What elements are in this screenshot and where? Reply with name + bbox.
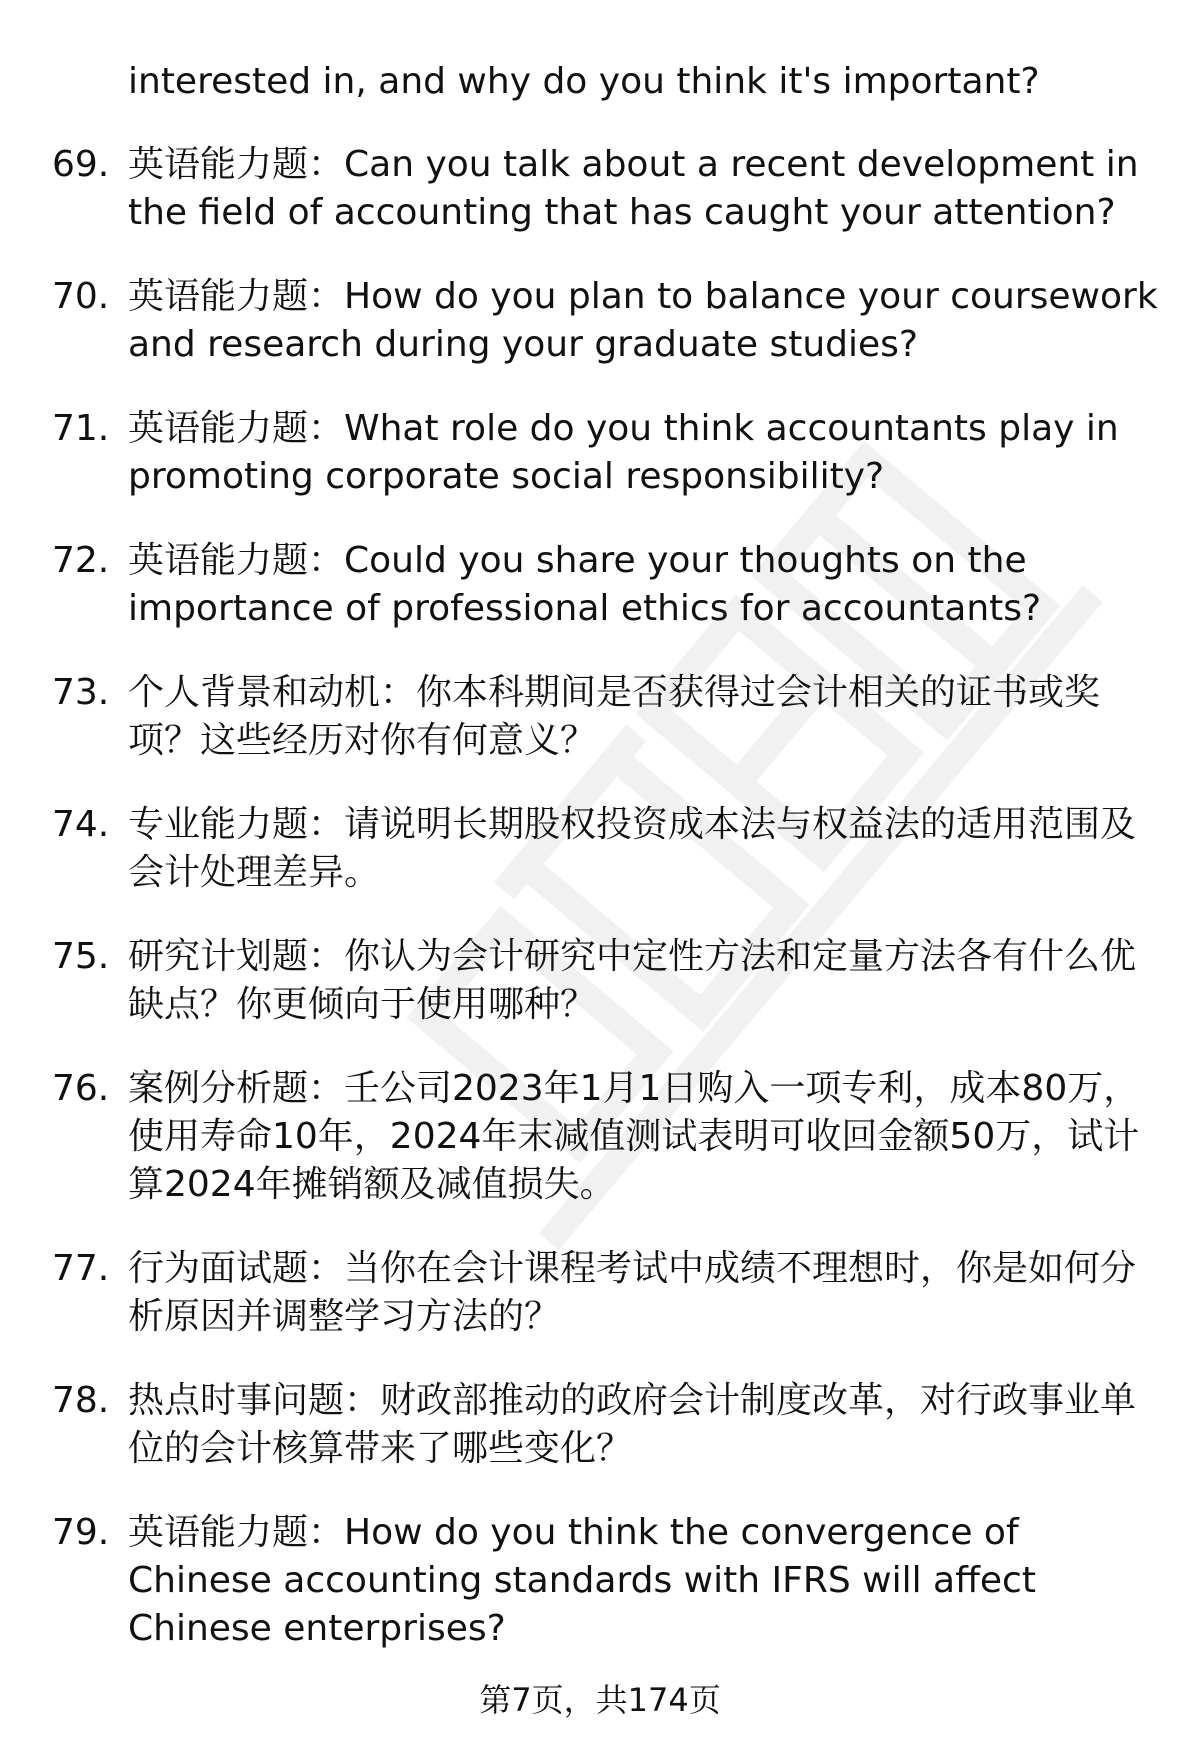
question-text: 研究计划题：你认为会计研究中定性方法和定量方法各有什么优缺点？你更倾向于使用哪种？ <box>128 936 1137 1025</box>
question-item <box>0 141 1200 237</box>
question-text: 英语能力题：Could you share your thoughts on the importance of professional ethics for accountants? <box>128 540 1042 629</box>
question-number: 69. <box>52 144 110 185</box>
question-item <box>0 933 1200 1029</box>
question-text: 行为面试题：当你在会计课程考试中成绩不理想时，你是如何分析原因并调整学习方法的？ <box>128 1248 1137 1337</box>
question-number: 72. <box>52 540 110 581</box>
question-number: 75. <box>52 936 110 977</box>
question-item <box>0 405 1200 501</box>
question-text: 英语能力题：How do you think the convergence of Chinese accounting standards with IFRS will affect Chinese enterprises? <box>128 1512 1036 1649</box>
question-number: 77. <box>52 1248 110 1289</box>
question-item <box>0 1509 1200 1653</box>
question-item <box>0 669 1200 765</box>
question-text: 英语能力题：How do you plan to balance your coursework and research during your graduate studies? <box>128 276 1158 365</box>
question-item <box>0 1065 1200 1209</box>
question-item <box>0 801 1200 897</box>
question-text: 英语能力题：Can you talk about a recent development in the field of accounting that has caught your attention? <box>128 144 1139 233</box>
question-text: 热点时事问题：财政部推动的政府会计制度改革，对行政事业单位的会计核算带来了哪些变化？ <box>128 1380 1137 1469</box>
question-item <box>0 1377 1200 1473</box>
continuation-text: interested in, and why do you think it's important? <box>128 61 1040 102</box>
question-text: 个人背景和动机：你本科期间是否获得过会计相关的证书或奖项？这些经历对你有何意义？ <box>128 672 1101 761</box>
question-number: 78. <box>52 1380 110 1421</box>
question-item <box>0 537 1200 633</box>
question-number: 71. <box>52 408 110 449</box>
question-item <box>0 1245 1200 1341</box>
question-number: 74. <box>52 804 110 845</box>
question-number: 76. <box>52 1068 110 1109</box>
question-text: 专业能力题：请说明长期股权投资成本法与权益法的适用范围及会计处理差异。 <box>128 804 1137 893</box>
question-list <box>0 141 1200 1689</box>
question-text: 案例分析题：壬公司2023年1月1日购入一项专利，成本80万，使用寿命10年，2024年末减值测试表明可收回金额50万，试计算2024年摊销额及减值损失。 <box>128 1068 1140 1205</box>
question-number: 70. <box>52 276 110 317</box>
page-footer: 第7页，共174页 <box>479 1681 721 1719</box>
question-number: 73. <box>52 672 110 713</box>
question-text: 英语能力题：What role do you think accountants play in promoting corporate social responsibility? <box>128 408 1119 497</box>
question-number: 79. <box>52 1512 110 1553</box>
question-item <box>0 273 1200 369</box>
